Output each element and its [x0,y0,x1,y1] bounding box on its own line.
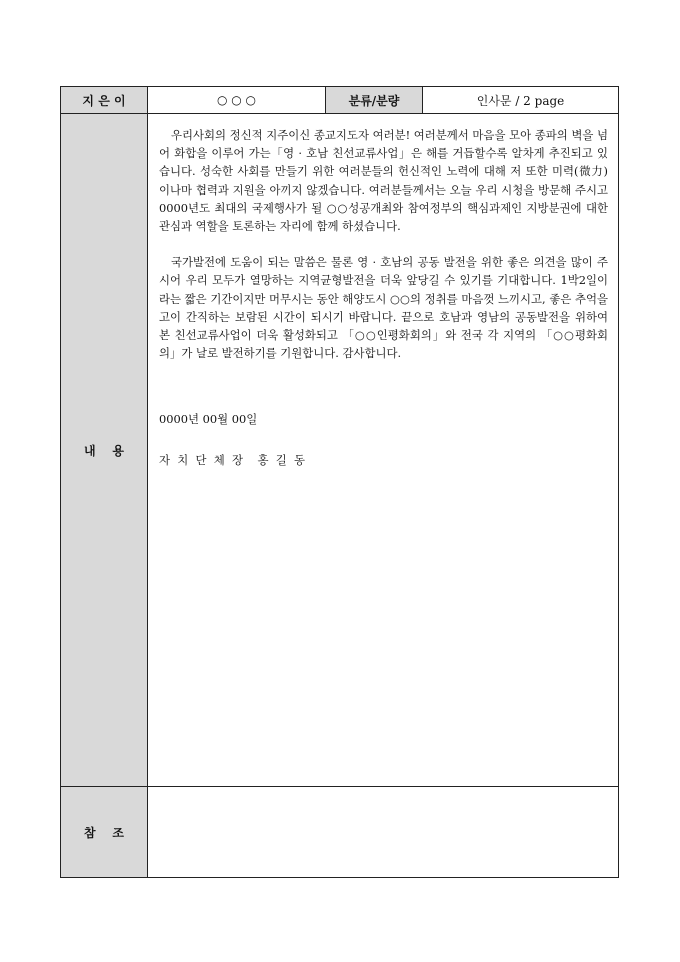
content-paragraph-2: 국가발전에 도움이 되는 말씀은 물론 영 · 호남의 공동 발전을 위한 좋은 의견을 많이 주시어 우리 모두가 열망하는 지역균형발전을 더욱 앞당길 수 있기를 기대합니다. 1박2일이라는 짧은 기간이지만 머무시는 동안 해양도시 ○○의 정취를 마음껏 느끼시고, 좋은 추억을 고이 간직하는 보람된 시간이 되시기 바랍니다. 끝으로 호남과 영남의 공동발전을 위하여 본 친선교류사업이 더욱 활성화되고 「○○인평화회의」와 전국 각 지역의 「○○평화회의」가 날로 발전하기를 기원합니다. 감사합니다. [159,255,608,361]
header-row [61,87,619,114]
content-label: 내 용 [61,114,148,787]
content-row [61,114,619,787]
author-value: ○ ○ ○ [148,87,326,114]
category-value: 인사문 / 2 page [423,87,619,114]
category-label: 분류/분량 [326,87,423,114]
reference-label: 참 조 [61,787,148,878]
document-form [60,86,619,878]
content-paragraph-1: 우리사회의 정신적 지주이신 종교지도자 여러분! 여러분께서 마음을 모아 종파의 벽을 넘어 화합을 이루어 가는「영 · 호남 친선교류사업」은 해를 거듭할수록 알차게 추진되고 있습니다. 성숙한 사회를 만들기 위한 여러분들의 헌신적인 노력에 대해 저 또한 미력(微力) 이나마 협력과 지원을 아끼지 않겠습니다. 여러분들께서는 오늘 우리 시청을 방문해 주시고 0000년도 최대의 국제행사가 될 ○○성공개최와 참여정부의 핵심과제인 지방분권에 대한 관심과 역할을 토론하는 자리에 함께 하셨습니다. [159,128,608,234]
reference-row [61,787,619,878]
signer-name: 자 치 단 체 장 홍 길 동 [159,452,305,467]
author-label: 지 은 이 [61,87,148,114]
content-body [148,114,619,787]
paragraph-gap [159,235,608,253]
reference-body [148,787,619,878]
document-date: 0000년 00월 00일 [159,412,258,427]
